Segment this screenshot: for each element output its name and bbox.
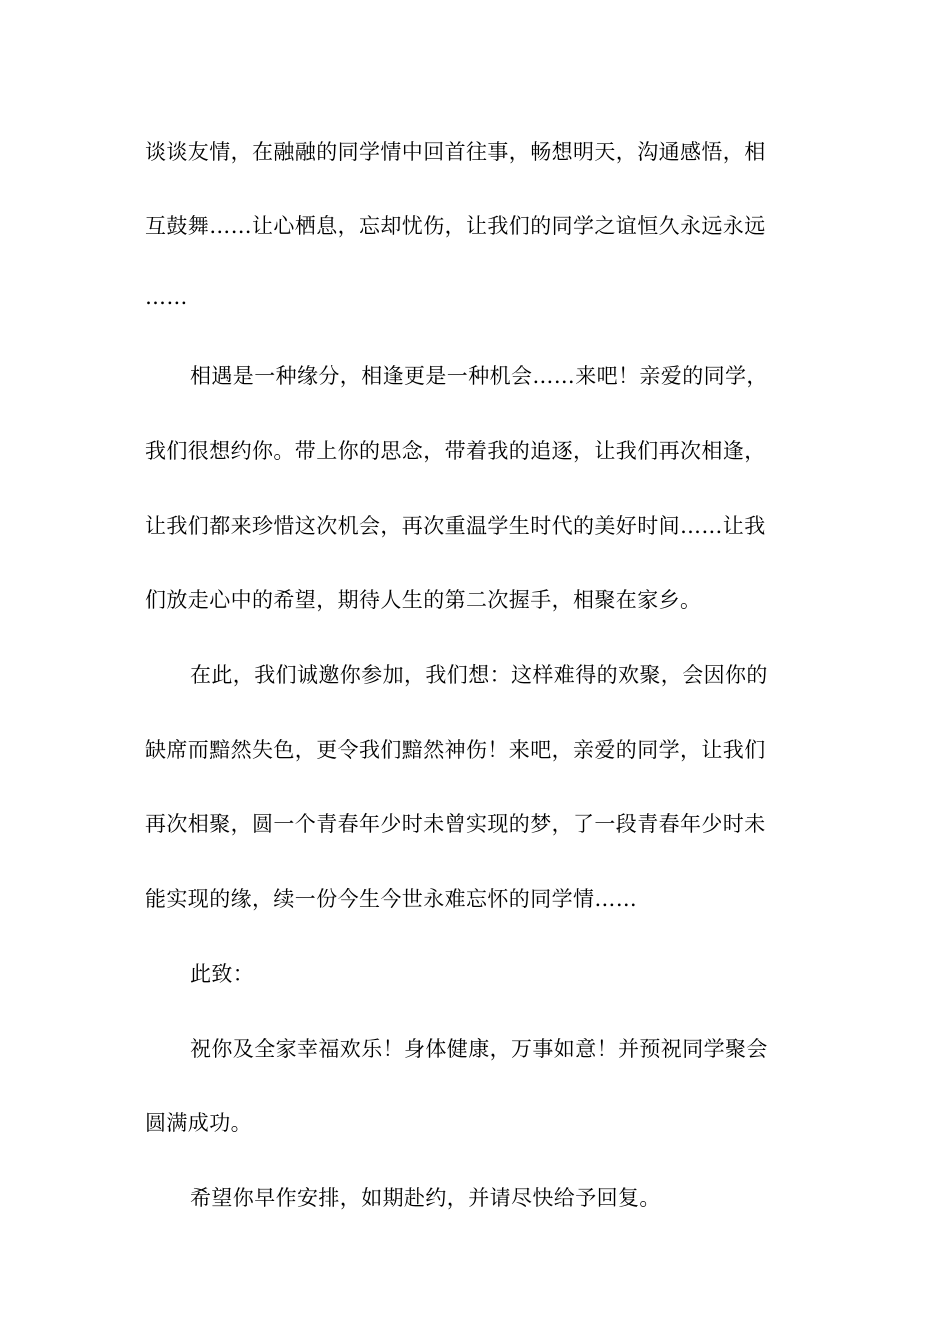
text-line: 能实现的缘，续一份今生今世永难忘怀的同学情……: [145, 887, 638, 911]
text-line: 此致：: [190, 962, 255, 986]
text-line: 相遇是一种缘分，相逢更是一种机会……来吧！亲爱的同学，: [190, 364, 768, 388]
text-line: ……: [145, 285, 188, 309]
text-line: 谈谈友情，在融融的同学情中回首往事，畅想明天，沟通感悟，相: [145, 140, 766, 164]
text-line: 圆满成功。: [145, 1111, 252, 1135]
text-line: 我们很想约你。带上你的思念，带着我的追逐，让我们再次相逢，: [145, 439, 766, 463]
text-line: 缺席而黯然失色，更令我们黯然神伤！来吧，亲爱的同学，让我们: [145, 738, 766, 762]
text-line: 再次相聚，圆一个青春年少时未曾实现的梦，了一段青春年少时未: [145, 812, 766, 836]
text-line: 互鼓舞……让心栖息，忘却忧伤，让我们的同学之谊恒久永远永远: [145, 214, 766, 238]
text-line: 们放走心中的希望，期待人生的第二次握手，相聚在家乡。: [145, 588, 702, 612]
text-line: 让我们都来珍惜这次机会，再次重温学生时代的美好时间……让我: [145, 514, 766, 538]
text-line: 希望你早作安排，如期赴约，并请尽快给予回复。: [190, 1186, 661, 1210]
text-line: 在此，我们诚邀你参加，我们想：这样难得的欢聚，会因你的: [190, 663, 768, 687]
text-line: 祝你及全家幸福欢乐！身体健康，万事如意！并预祝同学聚会: [190, 1037, 768, 1061]
